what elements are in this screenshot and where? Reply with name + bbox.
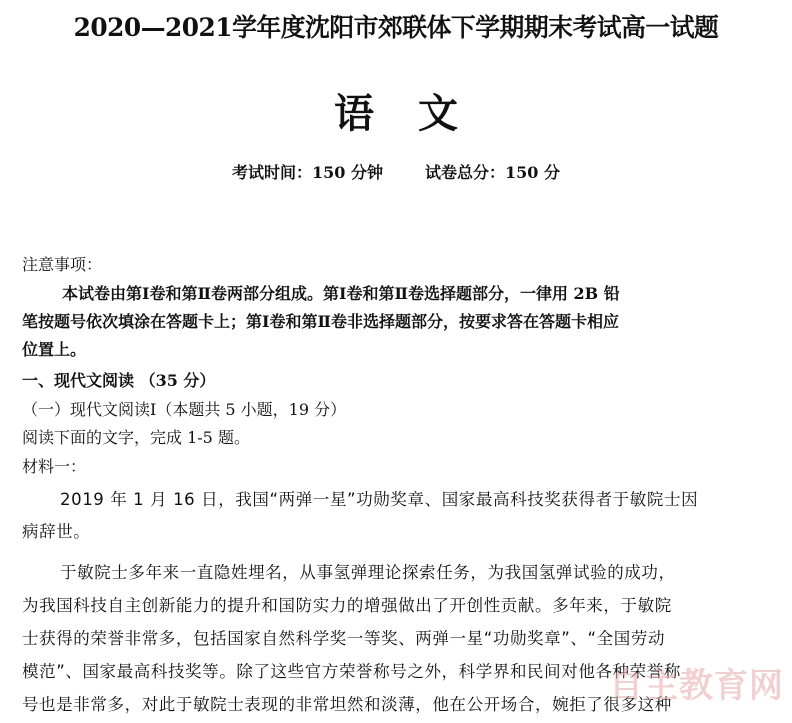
material-label: 材料一：	[22, 457, 87, 476]
exam-title: 2020—2021学年度沈阳市郊联体下学期期末考试高一试题	[73, 13, 719, 42]
notice-heading: 注意事项：	[22, 255, 103, 274]
watermark-logo: 自主教育网	[609, 666, 784, 706]
notice-line: 本试卷由第Ⅰ卷和第Ⅱ卷两部分组成。第Ⅰ卷和第Ⅱ卷选择题部分，一律用 2B 铅	[62, 284, 620, 303]
paragraph-line: 于敏院士多年来一直隐姓埋名，从事氢弹理论探索任务，为我国氢弹试验的成功，	[60, 563, 676, 582]
total-score: 试卷总分：150 分	[425, 163, 560, 182]
paragraph-line: 士获得的荣誉非常多，包括国家自然科学奖一等奖、两弹一星“功勋奖章”、“全国劳动	[22, 629, 666, 648]
paragraph-line: 病辞世。	[22, 522, 91, 541]
section-subheading: （一）现代文阅读Ⅰ（本题共 5 小题，19 分）	[22, 400, 347, 419]
exam-time: 考试时间：150 分钟	[232, 163, 383, 182]
paragraph-line: 为我国科技自主创新能力的提升和国防实力的增强做出了开创性贡献。多年来，于敏院	[22, 596, 672, 615]
paragraph-line: 号也是非常多，对此于敏院士表现的非常坦然和淡薄，他在公开场合，婉拒了很多这种	[22, 695, 672, 714]
exam-info	[0, 160, 792, 183]
notice-line: 位置上。	[22, 340, 87, 359]
section-heading: 一、现代文阅读 （35 分）	[22, 371, 216, 390]
notice-line: 笔按题号依次填涂在答题卡上；第Ⅰ卷和第Ⅱ卷非选择题部分，按要求答在答题卡相应	[22, 312, 619, 331]
reading-instruction: 阅读下面的文字，完成 1-5 题。	[22, 428, 250, 447]
paragraph-line: 2019 年 1 月 16 日，我国“两弹一星”功勋奖章、国家最高科技奖获得者于敏院士因	[60, 490, 699, 509]
paragraph-line: 模范”、国家最高科技奖等。除了这些官方荣誉称号之外，科学界和民间对他各种荣誉称	[22, 662, 681, 681]
subject-title: 语文	[334, 90, 502, 137]
